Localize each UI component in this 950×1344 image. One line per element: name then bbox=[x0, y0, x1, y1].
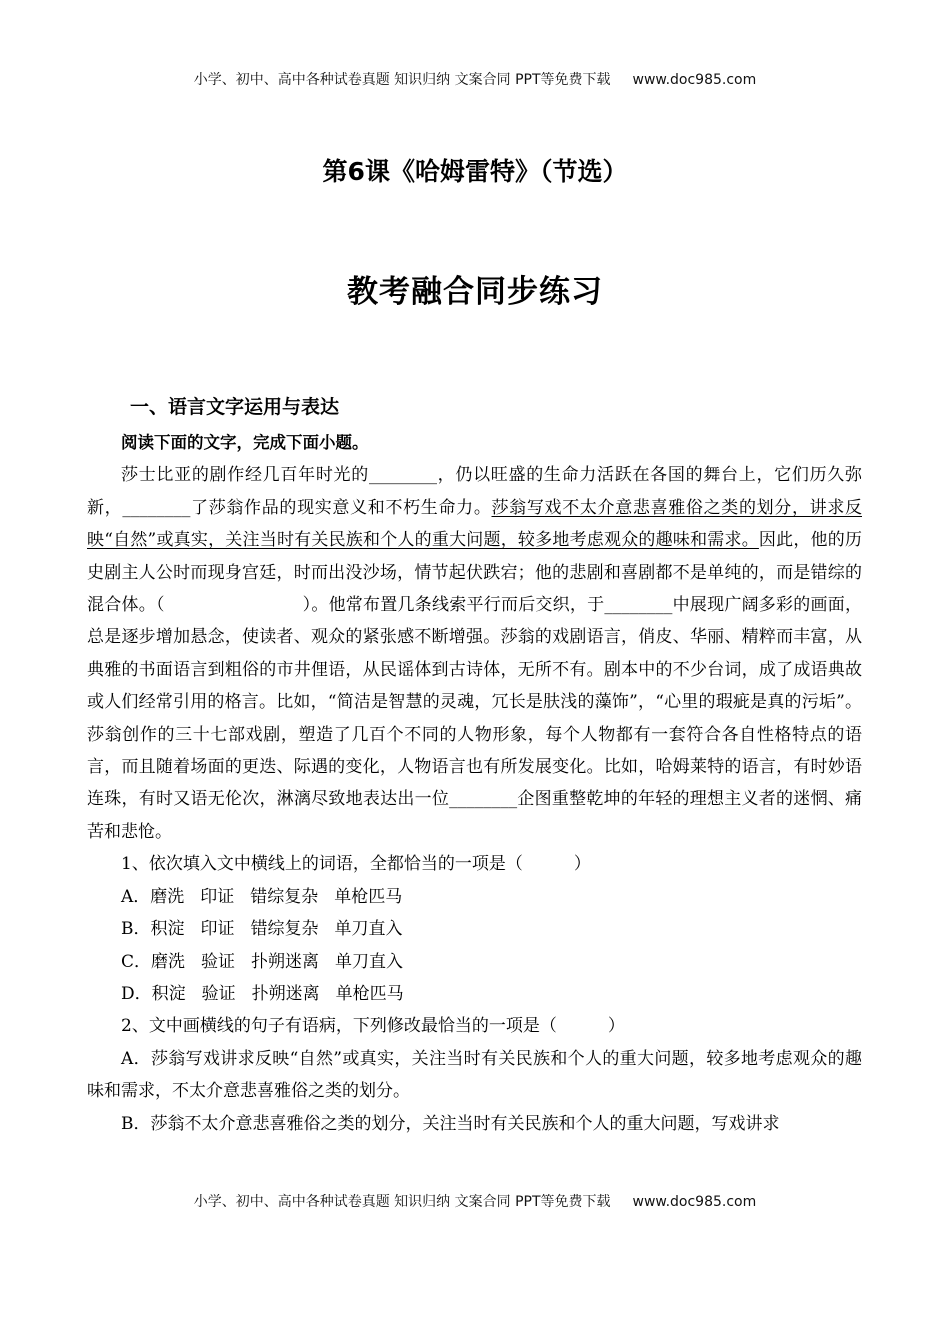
exercise-title: 教考融合同步练习 bbox=[347, 274, 603, 310]
section-heading: 一、语言文字运用与表达 bbox=[130, 396, 340, 418]
passage-part1: 莎士比亚的剧作经几百年时光的________，仍以旺盛的生命力活跃在各国的舞台上，它们历久弥新，________了莎翁作品的现实意义和不朽生命力。 bbox=[87, 465, 862, 518]
q1-option-a bbox=[87, 881, 862, 913]
q1-option-b bbox=[87, 913, 862, 945]
header-site[interactable]: www.doc985.com bbox=[632, 72, 757, 88]
option-word: 扑朔迷离 bbox=[251, 983, 320, 1004]
option-word: 验证 bbox=[201, 983, 236, 1004]
q2-stem: 2、文中画横线的句子有语病，下列修改最恰当的一项是（ ） bbox=[121, 1016, 625, 1037]
option-word: 错综复杂 bbox=[250, 919, 319, 940]
option-word: 单刀直入 bbox=[334, 919, 403, 940]
option-word: D．积淀 bbox=[121, 983, 186, 1004]
q1-option-d bbox=[87, 978, 862, 1010]
footer-text: 小学、初中、高中各种试卷真题 知识归纳 文案合同 PPT等免费下载 bbox=[193, 1194, 611, 1210]
page-footer bbox=[0, 1191, 950, 1211]
option-word: 错综复杂 bbox=[250, 886, 319, 907]
q2-option-a: A．莎翁写戏讲求反映“自然”或真实，关注当时有关民族和个人的重大问题，较多地考虑观众的趣味和需求，不太介意悲喜雅俗之类的划分。 bbox=[87, 1048, 862, 1102]
q1-stem: 1、依次填入文中横线上的词语，全都恰当的一项是（ ） bbox=[121, 854, 591, 875]
reading-passage bbox=[87, 459, 862, 848]
option-word: A．磨洗 bbox=[121, 886, 185, 907]
q1-option-c bbox=[87, 946, 862, 978]
option-word: 扑朔迷离 bbox=[251, 951, 320, 972]
page-header bbox=[0, 69, 950, 89]
option-word: 验证 bbox=[201, 951, 236, 972]
option-word: 单刀直入 bbox=[335, 951, 404, 972]
option-word: B．积淀 bbox=[121, 919, 185, 940]
option-word: C．磨洗 bbox=[121, 951, 186, 972]
option-word: 印证 bbox=[200, 886, 235, 907]
option-word: 单枪匹马 bbox=[335, 983, 404, 1004]
passage-part2: 因此，他的历史剧主人公时而现身宫廷，时而出没沙场，情节起伏跌宕；他的悲剧和喜剧都不是单纯的，而是错综的混合体。（ ）。他常布置几条线索平行而后交织，于________中展现广阔多彩的画面，总是逐步增加悬念，使读者、观众的紧张感不断增强。莎翁的戏剧语言，俏皮、华丽、精粹而丰富，从典雅的书面语言到粗俗的市井俚语，从民谣体到古诗体，无所不有。剧本中的不少台词，成了成语典故或人们经常引用的格言。比如，“简洁是智慧的灵魂，冗长是肤浅的藻饰”，“心里的瑕疵是真的污垢”。莎翁创作的三十七部戏剧，塑造了几百个不同的人物形象，每个人物都有一套符合各自性格特点的语言，而且随着场面的更迭、际遇的变化，人物语言也有所发展变化。比如，哈姆莱特的语言，有时妙语连珠，有时又语无伦次，淋漓尽致地表达出一位________企图重整乾坤的年轻的理想主义者的迷惘、痛苦和悲怆。 bbox=[87, 530, 862, 842]
lesson-title: 第6课《哈姆雷特》（节选） bbox=[322, 157, 628, 186]
main-content bbox=[87, 427, 862, 1140]
header-text: 小学、初中、高中各种试卷真题 知识归纳 文案合同 PPT等免费下载 bbox=[193, 72, 611, 88]
underlined-sentence: 莎翁写戏不太介意悲喜雅俗之类的划分，讲求反映“自然”或真实，关注当时有关民族和个人的重大问题，较多地考虑观众的趣味和需求。 bbox=[87, 497, 862, 551]
option-word: 单枪匹马 bbox=[334, 886, 403, 907]
instruction: 阅读下面的文字，完成下面小题。 bbox=[121, 433, 369, 452]
option-word: 印证 bbox=[200, 919, 235, 940]
q2-option-b: B．莎翁不太介意悲喜雅俗之类的划分，关注当时有关民族和个人的重大问题，写戏讲求 bbox=[121, 1113, 780, 1134]
footer-site[interactable]: www.doc985.com bbox=[632, 1194, 757, 1210]
